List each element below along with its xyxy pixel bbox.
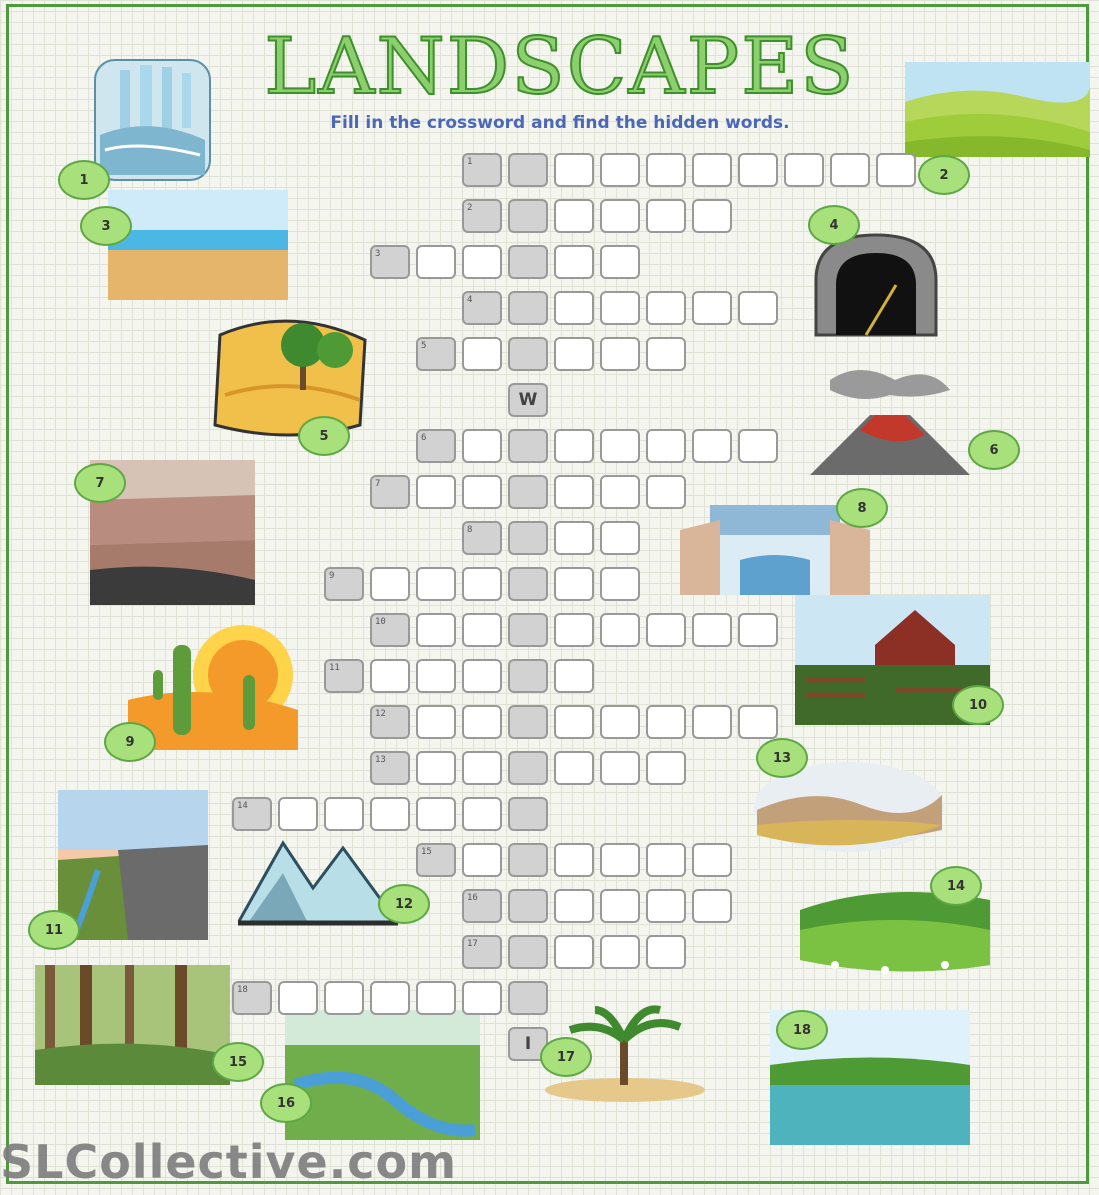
crossword-cell[interactable]: [508, 199, 548, 233]
crossword-cell[interactable]: [370, 705, 410, 739]
clue-number: 9: [329, 571, 335, 581]
crossword-cell[interactable]: [554, 291, 594, 325]
crossword-cell[interactable]: [416, 843, 456, 877]
picture-number-badge: 5: [298, 416, 350, 456]
crossword-cell[interactable]: [646, 843, 686, 877]
crossword-cell[interactable]: [462, 291, 502, 325]
crossword-cell[interactable]: [600, 935, 640, 969]
crossword-cell[interactable]: [554, 199, 594, 233]
crossword-cell[interactable]: [554, 751, 594, 785]
crossword-cell[interactable]: [692, 843, 732, 877]
crossword-cell[interactable]: [508, 429, 548, 463]
crossword-cell[interactable]: [462, 751, 502, 785]
clue-number: 2: [467, 203, 473, 213]
crossword-cell[interactable]: [462, 935, 502, 969]
crossword-cell[interactable]: [554, 613, 594, 647]
crossword-cell[interactable]: [278, 797, 318, 831]
mountains-icon: [238, 828, 398, 928]
crossword-cell[interactable]: [646, 935, 686, 969]
cliff-icon: [58, 790, 208, 940]
crossword-cell[interactable]: [370, 475, 410, 509]
crossword-cell[interactable]: [692, 153, 732, 187]
crossword-cell[interactable]: [324, 797, 364, 831]
crossword-cell[interactable]: [600, 153, 640, 187]
crossword-cell[interactable]: [324, 981, 364, 1015]
picture-number-badge: 15: [212, 1042, 264, 1082]
clue-number: 3: [375, 249, 381, 259]
crossword-cell[interactable]: [462, 153, 502, 187]
crossword-cell[interactable]: [692, 291, 732, 325]
clue-number: 11: [329, 663, 340, 673]
crossword-cell[interactable]: [462, 521, 502, 555]
crossword-cell[interactable]: [462, 429, 502, 463]
crossword-cell[interactable]: [554, 475, 594, 509]
crossword-cell[interactable]: [600, 705, 640, 739]
crossword-cell[interactable]: [600, 291, 640, 325]
crossword-cell[interactable]: [692, 199, 732, 233]
crossword-cell[interactable]: [508, 797, 548, 831]
crossword-cell[interactable]: [462, 843, 502, 877]
clue-number: 16: [467, 893, 478, 903]
clue-number: 4: [467, 295, 473, 305]
crossword-cell[interactable]: [876, 153, 916, 187]
crossword-cell[interactable]: [600, 199, 640, 233]
crossword-cell[interactable]: [416, 245, 456, 279]
crossword-cell[interactable]: [508, 567, 548, 601]
crossword-cell[interactable]: [370, 981, 410, 1015]
crossword-cell[interactable]: [692, 889, 732, 923]
crossword-cell[interactable]: [508, 475, 548, 509]
picture-number-badge: 7: [74, 463, 126, 503]
crossword-cell[interactable]: [554, 245, 594, 279]
picture-number-badge: 18: [776, 1010, 828, 1050]
crossword-cell[interactable]: [508, 383, 548, 417]
crossword-cell[interactable]: [646, 429, 686, 463]
crossword-cell[interactable]: [416, 567, 456, 601]
beach-icon: [108, 190, 288, 300]
crossword-cell[interactable]: [554, 935, 594, 969]
crossword-cell[interactable]: [416, 429, 456, 463]
crossword-cell[interactable]: [554, 705, 594, 739]
clue-number: 10: [375, 617, 386, 627]
crossword-cell[interactable]: [508, 521, 548, 555]
clue-number: 18: [237, 985, 248, 995]
crossword-cell[interactable]: [600, 567, 640, 601]
picture-number-badge: 13: [756, 738, 808, 778]
crossword-cell[interactable]: [462, 199, 502, 233]
crossword-cell[interactable]: [554, 153, 594, 187]
crossword-cell[interactable]: [784, 153, 824, 187]
crossword-cell[interactable]: [462, 705, 502, 739]
forest-icon: [35, 965, 230, 1085]
crossword-cell[interactable]: [646, 751, 686, 785]
crossword-cell[interactable]: [324, 659, 364, 693]
crossword-cell[interactable]: [646, 153, 686, 187]
crossword-cell[interactable]: [370, 659, 410, 693]
clue-number: 13: [375, 755, 386, 765]
crossword-cell[interactable]: [416, 659, 456, 693]
crossword-cell[interactable]: [508, 705, 548, 739]
picture-number-badge: 1: [58, 160, 110, 200]
crossword-cell[interactable]: [232, 797, 272, 831]
crossword-cell[interactable]: [646, 475, 686, 509]
crossword-cell[interactable]: [462, 613, 502, 647]
crossword-cell[interactable]: [554, 567, 594, 601]
crossword-cell[interactable]: [692, 613, 732, 647]
picture-number-badge: 10: [952, 685, 1004, 725]
crossword-cell[interactable]: [508, 245, 548, 279]
crossword-cell[interactable]: [324, 567, 364, 601]
clue-number: 6: [421, 433, 427, 443]
clue-number: 12: [375, 709, 386, 719]
crossword-cell[interactable]: [738, 153, 778, 187]
crossword-cell[interactable]: [462, 981, 502, 1015]
crossword-cell[interactable]: [462, 889, 502, 923]
crossword-cell[interactable]: [462, 659, 502, 693]
crossword-cell[interactable]: [600, 475, 640, 509]
crossword-cell[interactable]: [646, 889, 686, 923]
crossword-cell[interactable]: [646, 199, 686, 233]
volcano-icon: [800, 360, 975, 480]
crossword-cell[interactable]: [508, 843, 548, 877]
crossword-cell[interactable]: [278, 981, 318, 1015]
crossword-cell[interactable]: [416, 475, 456, 509]
watermark: SLCollective.com: [0, 1135, 458, 1189]
crossword-cell[interactable]: [508, 291, 548, 325]
picture-number-badge: 9: [104, 722, 156, 762]
crossword-cell[interactable]: [600, 337, 640, 371]
instructions: Fill in the crossword and find the hidden words.: [330, 113, 790, 133]
clue-number: 8: [467, 525, 473, 535]
crossword-cell[interactable]: [508, 889, 548, 923]
crossword-cell[interactable]: [554, 843, 594, 877]
crossword-cell[interactable]: [370, 245, 410, 279]
crossword-cell[interactable]: [554, 429, 594, 463]
picture-number-badge: 4: [808, 205, 860, 245]
crossword-cell[interactable]: [646, 337, 686, 371]
oasis-icon: [200, 305, 380, 445]
crossword-cell[interactable]: [600, 429, 640, 463]
crossword-cell[interactable]: [508, 935, 548, 969]
crossword-cell[interactable]: [830, 153, 870, 187]
clue-number: 17: [467, 939, 478, 949]
crossword-cell[interactable]: [554, 889, 594, 923]
crossword-cell[interactable]: [646, 291, 686, 325]
clue-number: 14: [237, 801, 248, 811]
crossword-cell[interactable]: [508, 981, 548, 1015]
picture-number-badge: 2: [918, 155, 970, 195]
crossword-cell[interactable]: [508, 153, 548, 187]
crossword-cell[interactable]: [462, 245, 502, 279]
crossword-cell[interactable]: [646, 613, 686, 647]
crossword-cell[interactable]: [232, 981, 272, 1015]
given-letter: I: [524, 1034, 532, 1054]
picture-number-badge: 6: [968, 430, 1020, 470]
desert-icon: [128, 620, 298, 750]
crossword-cell[interactable]: [416, 751, 456, 785]
crossword-cell[interactable]: [692, 429, 732, 463]
crossword-cell[interactable]: [554, 659, 594, 693]
picture-number-badge: 8: [836, 488, 888, 528]
clue-number: 15: [421, 847, 432, 857]
crossword-cell[interactable]: [692, 705, 732, 739]
crossword-cell[interactable]: [554, 337, 594, 371]
clue-number: 7: [375, 479, 381, 489]
picture-number-badge: 17: [540, 1037, 592, 1077]
crossword-cell[interactable]: [416, 705, 456, 739]
picture-number-badge: 14: [930, 866, 982, 906]
crossword-cell[interactable]: [600, 751, 640, 785]
crossword-cell[interactable]: [600, 889, 640, 923]
crossword-cell[interactable]: [646, 705, 686, 739]
crossword-cell[interactable]: [738, 705, 778, 739]
picture-number-badge: 11: [28, 910, 80, 950]
crossword-cell[interactable]: [600, 843, 640, 877]
crossword-cell[interactable]: [508, 751, 548, 785]
hills-icon: [905, 62, 1090, 157]
crossword-cell[interactable]: [600, 521, 640, 555]
crossword-cell[interactable]: [462, 475, 502, 509]
picture-number-badge: 16: [260, 1083, 312, 1123]
given-letter: W: [518, 390, 538, 410]
picture-number-badge: 12: [378, 884, 430, 924]
crossword-cell[interactable]: [370, 751, 410, 785]
picture-number-badge: 3: [80, 206, 132, 246]
crossword-cell[interactable]: [462, 567, 502, 601]
crossword-cell[interactable]: [508, 613, 548, 647]
crossword-cell[interactable]: [416, 613, 456, 647]
crossword-cell[interactable]: [738, 429, 778, 463]
crossword-cell[interactable]: [370, 797, 410, 831]
clue-number: 1: [467, 157, 473, 167]
crossword-cell[interactable]: [416, 337, 456, 371]
clue-number: 5: [421, 341, 427, 351]
waterfall-icon: [90, 55, 215, 185]
crossword-cell[interactable]: [738, 613, 778, 647]
crossword-cell[interactable]: [508, 337, 548, 371]
crossword-cell[interactable]: [738, 291, 778, 325]
crossword-cell[interactable]: [600, 613, 640, 647]
river-icon: [285, 1010, 480, 1140]
crossword-cell[interactable]: [600, 245, 640, 279]
crossword-cell[interactable]: [416, 797, 456, 831]
crossword-cell[interactable]: [554, 521, 594, 555]
crossword-cell[interactable]: [370, 567, 410, 601]
crossword-cell[interactable]: [370, 613, 410, 647]
page-title: LANDSCAPES: [264, 22, 856, 112]
crossword-cell[interactable]: [508, 659, 548, 693]
crossword-cell[interactable]: [462, 797, 502, 831]
crossword-cell[interactable]: [416, 981, 456, 1015]
crossword-cell[interactable]: [462, 337, 502, 371]
